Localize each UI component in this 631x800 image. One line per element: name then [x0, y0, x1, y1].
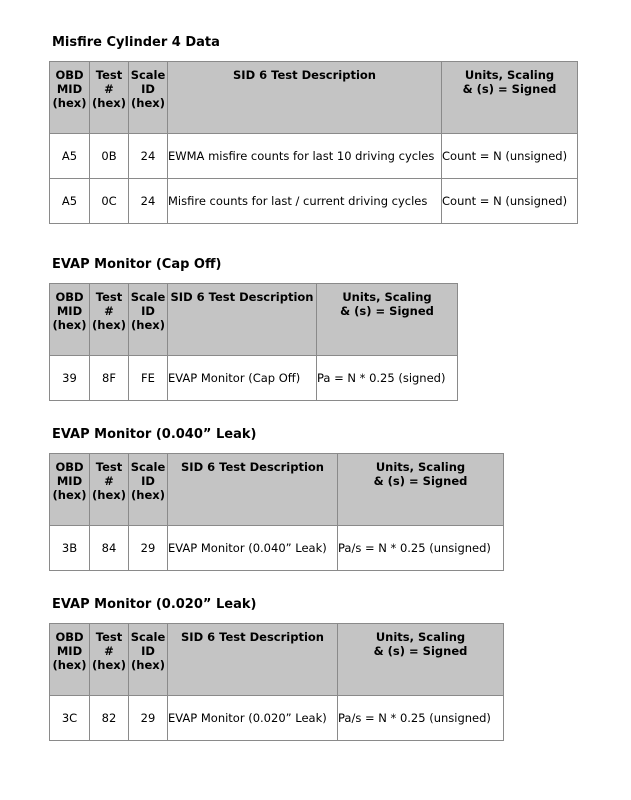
header-row: [50, 62, 578, 134]
cell-test-num: 0B: [90, 134, 129, 179]
cell-description: EVAP Monitor (0.020” Leak): [168, 696, 338, 741]
cell-units: Pa/s = N * 0.25 (unsigned): [338, 526, 504, 571]
cell-description: EWMA misfire counts for last 10 driving cycles: [168, 134, 442, 179]
header-scale-id: Scale ID (hex): [129, 284, 168, 356]
cell-obd-mid: 39: [50, 356, 90, 401]
cell-scale-id: FE: [129, 356, 168, 401]
cell-obd-mid: 3C: [50, 696, 90, 741]
header-row: [50, 284, 458, 356]
table-row: [50, 134, 578, 179]
header-test-num: Test # (hex): [90, 454, 129, 526]
header-obd-mid: OBD MID (hex): [50, 454, 90, 526]
cell-test-num: 82: [90, 696, 129, 741]
header-test-num: Test # (hex): [90, 62, 129, 134]
cell-units: Count = N (unsigned): [442, 134, 578, 179]
cell-scale-id: 24: [129, 179, 168, 224]
header-description: SID 6 Test Description: [168, 454, 338, 526]
cell-scale-id: 29: [129, 696, 168, 741]
evap-040-leak-table: [49, 453, 504, 571]
cell-description: EVAP Monitor (Cap Off): [168, 356, 317, 401]
cell-scale-id: 29: [129, 526, 168, 571]
cell-units: Count = N (unsigned): [442, 179, 578, 224]
evap-020-leak-table: [49, 623, 504, 741]
evap-cap-off-table: [49, 283, 458, 401]
header-row: [50, 624, 504, 696]
cell-obd-mid: A5: [50, 179, 90, 224]
table-row: [50, 526, 504, 571]
header-row: [50, 454, 504, 526]
header-obd-mid: OBD MID (hex): [50, 284, 90, 356]
header-scale-id: Scale ID (hex): [129, 62, 168, 134]
cell-test-num: 84: [90, 526, 129, 571]
misfire-cyl4-table: [49, 61, 578, 224]
header-scale-id: Scale ID (hex): [129, 624, 168, 696]
cell-test-num: 8F: [90, 356, 129, 401]
cell-description: EVAP Monitor (0.040” Leak): [168, 526, 338, 571]
header-scale-id: Scale ID (hex): [129, 454, 168, 526]
section-title: EVAP Monitor (Cap Off): [52, 257, 222, 272]
header-description: SID 6 Test Description: [168, 624, 338, 696]
section-title: EVAP Monitor (0.020” Leak): [52, 597, 257, 612]
cell-units: Pa = N * 0.25 (signed): [317, 356, 458, 401]
header-units: Units, Scaling & (s) = Signed: [338, 624, 504, 696]
cell-obd-mid: A5: [50, 134, 90, 179]
cell-obd-mid: 3B: [50, 526, 90, 571]
section-title: EVAP Monitor (0.040” Leak): [52, 427, 257, 442]
header-description: SID 6 Test Description: [168, 62, 442, 134]
section-title: Misfire Cylinder 4 Data: [52, 35, 220, 50]
table-row: [50, 696, 504, 741]
cell-scale-id: 24: [129, 134, 168, 179]
table-row: [50, 179, 578, 224]
table-row: [50, 356, 458, 401]
header-test-num: Test # (hex): [90, 624, 129, 696]
cell-description: Misfire counts for last / current driving cycles: [168, 179, 442, 224]
header-obd-mid: OBD MID (hex): [50, 62, 90, 134]
header-description: SID 6 Test Description: [168, 284, 317, 356]
header-test-num: Test # (hex): [90, 284, 129, 356]
header-obd-mid: OBD MID (hex): [50, 624, 90, 696]
header-units: Units, Scaling & (s) = Signed: [317, 284, 458, 356]
cell-test-num: 0C: [90, 179, 129, 224]
cell-units: Pa/s = N * 0.25 (unsigned): [338, 696, 504, 741]
header-units: Units, Scaling & (s) = Signed: [338, 454, 504, 526]
header-units: Units, Scaling & (s) = Signed: [442, 62, 578, 134]
